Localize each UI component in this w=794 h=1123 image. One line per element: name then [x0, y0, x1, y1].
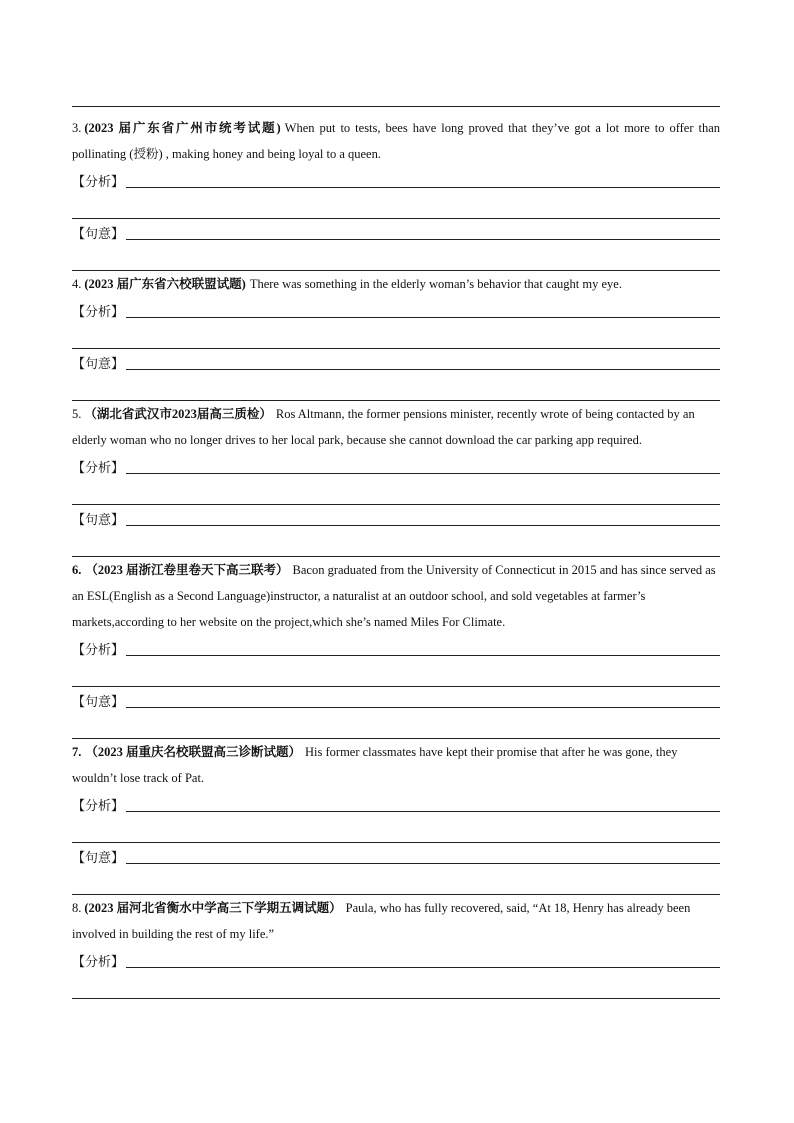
question-number: 6. — [72, 563, 82, 577]
meaning-row[interactable] — [72, 219, 720, 245]
question-number: 3. — [72, 121, 82, 135]
analysis-row[interactable] — [72, 167, 720, 193]
answer-line[interactable] — [126, 655, 720, 656]
question-text — [72, 115, 720, 167]
analysis-label: 【分析】 — [72, 799, 125, 814]
question-sentence: Ros Altmann, the former pensions minister, recently wrote of being contacted by an elderly woman who no longer drives to her local park, because she cannot download the car parking app required. — [72, 407, 695, 447]
question-number: 7. — [72, 745, 82, 759]
answer-line[interactable] — [72, 817, 720, 843]
analysis-row[interactable] — [72, 453, 720, 479]
question-source: （2023 届重庆名校联盟高三诊断试题） — [85, 745, 302, 759]
meaning-row[interactable] — [72, 349, 720, 375]
question-3 — [72, 115, 720, 271]
answer-line[interactable] — [126, 863, 720, 864]
meaning-row[interactable] — [72, 505, 720, 531]
analysis-row[interactable] — [72, 947, 720, 973]
question-text — [72, 271, 720, 297]
question-4 — [72, 271, 720, 401]
question-sentence: His former classmates have kept their promise that after he was gone, they wouldn’t lose track of Pat. — [72, 745, 678, 785]
question-text — [72, 401, 720, 453]
analysis-row[interactable] — [72, 791, 720, 817]
answer-line[interactable] — [72, 375, 720, 401]
question-8 — [72, 895, 720, 999]
answer-line[interactable] — [126, 525, 720, 526]
answer-line[interactable] — [72, 661, 720, 687]
analysis-label: 【分析】 — [72, 461, 125, 476]
meaning-row[interactable] — [72, 843, 720, 869]
answer-line[interactable] — [126, 811, 720, 812]
analysis-label: 【分析】 — [72, 175, 125, 190]
question-5 — [72, 401, 720, 557]
answer-line[interactable] — [72, 245, 720, 271]
question-text — [72, 739, 720, 791]
question-sentence: When put to tests, bees have long proved that they’ve got a lot more to offer than pollinating (授粉) , making honey and being loyal to a queen. — [72, 121, 721, 161]
question-7 — [72, 739, 720, 895]
meaning-row[interactable] — [72, 687, 720, 713]
question-number: 5. — [72, 407, 82, 421]
meaning-label: 【句意】 — [72, 227, 125, 242]
meaning-label: 【句意】 — [72, 695, 125, 710]
question-source: (2023 届河北省衡水中学高三下学期五调试题） — [84, 901, 342, 915]
question-source: (2023 届广东省六校联盟试题) — [84, 277, 246, 291]
answer-line[interactable] — [72, 973, 720, 999]
question-sentence: There was something in the elderly woman’s behavior that caught my eye. — [249, 277, 622, 291]
analysis-row[interactable] — [72, 635, 720, 661]
answer-line[interactable] — [72, 323, 720, 349]
answer-line[interactable] — [72, 193, 720, 219]
question-sentence: Bacon graduated from the University of Connecticut in 2015 and has since served as an ESL(English as a Second Language)instructor, a naturalist at an outdoor school, and sold vegetables at farmer’s markets,according to her website on the project,which she’s named Miles For Climate. — [72, 563, 716, 629]
question-source: （湖北省武汉市2023届高三质检） — [84, 407, 272, 421]
question-number: 8. — [72, 901, 82, 915]
question-source: （2023 届浙江卷里卷天下高三联考） — [85, 563, 289, 577]
answer-line[interactable] — [126, 187, 720, 188]
question-source: (2023 届广东省广州市统考试题) — [84, 121, 281, 135]
answer-line[interactable] — [126, 369, 720, 370]
answer-line[interactable] — [126, 473, 720, 474]
meaning-label: 【句意】 — [72, 851, 125, 866]
analysis-label: 【分析】 — [72, 955, 125, 970]
worksheet-page — [72, 96, 720, 999]
question-text — [72, 895, 720, 947]
analysis-label: 【分析】 — [72, 643, 125, 658]
analysis-label: 【分析】 — [72, 305, 125, 320]
answer-line[interactable] — [72, 713, 720, 739]
question-number: 4. — [72, 277, 82, 291]
question-text — [72, 557, 720, 635]
question-6 — [72, 557, 720, 739]
answer-line[interactable] — [126, 707, 720, 708]
question-sentence: Paula, who has fully recovered, said, “At 18, Henry has already been involved in building the rest of my life.” — [72, 901, 691, 941]
answer-line[interactable] — [126, 317, 720, 318]
answer-line[interactable] — [126, 239, 720, 240]
answer-line[interactable] — [72, 869, 720, 895]
analysis-row[interactable] — [72, 297, 720, 323]
answer-line[interactable] — [72, 479, 720, 505]
answer-line[interactable] — [72, 531, 720, 557]
answer-line[interactable] — [126, 967, 720, 968]
answer-line — [72, 96, 720, 107]
meaning-label: 【句意】 — [72, 357, 125, 372]
meaning-label: 【句意】 — [72, 513, 125, 528]
